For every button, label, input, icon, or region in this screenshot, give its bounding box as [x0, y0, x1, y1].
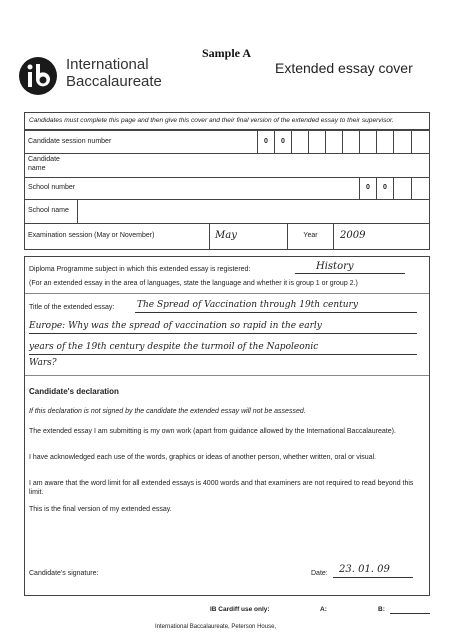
title-line[interactable]: The Spread of Vaccination through 19th century: [137, 300, 358, 310]
date-underline: [333, 577, 413, 578]
essay-details-panel: [24, 256, 430, 596]
subject-value[interactable]: History: [316, 261, 354, 272]
title-underline: [135, 312, 417, 313]
signature-label: Candidate's signature:: [29, 570, 99, 577]
declaration-paragraph: This is the final version of my extended essay.: [29, 506, 172, 513]
title-underline: [29, 333, 417, 334]
ib-logo-icon: [18, 56, 58, 96]
session-digit-cell[interactable]: [411, 131, 429, 153]
declaration-heading: Candidate's declaration: [29, 387, 119, 396]
session-digit-cell[interactable]: [376, 131, 393, 153]
section-divider: [25, 375, 429, 376]
session-digit-cell[interactable]: [325, 131, 342, 153]
session-digit-cell[interactable]: 0: [274, 131, 291, 153]
subject-underline: [295, 273, 405, 274]
school-name-label: School name: [28, 207, 69, 214]
footer-address: International Baccalaureate, Peterson House,: [155, 624, 277, 630]
session-digit-cell[interactable]: [291, 131, 308, 153]
session-number-label: Candidate session number: [28, 138, 112, 145]
subject-note: (For an extended essay in the area of languages, state the language and whether it is group 1 or group 2.): [29, 280, 358, 287]
title-line[interactable]: years of the 19th century despite the turmoil of the Napoleonic: [29, 342, 319, 352]
session-digit-cell[interactable]: [393, 131, 411, 153]
school-digit-cell[interactable]: 0: [359, 177, 376, 199]
session-number-row: [25, 131, 429, 154]
declaration-warning: If this declaration is not signed by the candidate the extended essay will not be assessed.: [29, 408, 306, 415]
instructions-text: Candidates must complete this page and then give this cover and their final version of the extended essay to their supervisor.: [24, 112, 430, 130]
candidate-name-label-1: Candidate: [28, 156, 60, 163]
org-name-line2: Baccalaureate: [66, 73, 162, 90]
candidate-form: [24, 130, 430, 250]
school-digit-cell[interactable]: 0: [376, 177, 393, 199]
cardiff-use-label: IB Cardiff use only:: [210, 606, 270, 613]
title-line[interactable]: Wars?: [29, 358, 57, 368]
session-digit-cell[interactable]: 0: [257, 131, 274, 153]
subject-label: Diploma Programme subject in which this extended essay is registered:: [29, 266, 251, 273]
candidate-name-label-2: name: [28, 165, 46, 172]
declaration-paragraph: The extended essay I am submitting is my own work (apart from guidance allowed by the International Baccalaureate).: [29, 428, 396, 435]
school-digit-cell[interactable]: [393, 177, 411, 199]
title-line[interactable]: Europe: Why was the spread of vaccination so rapid in the early: [29, 321, 322, 331]
section-divider: [25, 293, 429, 294]
org-name-line1: International: [66, 56, 149, 73]
sample-label: Sample A: [201, 46, 251, 60]
school-name-row[interactable]: [25, 199, 429, 224]
candidate-name-row[interactable]: [25, 153, 429, 178]
school-digit-cell[interactable]: [411, 177, 429, 199]
date-value[interactable]: 23. 01. 09: [339, 564, 390, 575]
exam-session-value[interactable]: May: [209, 223, 287, 249]
b-underline: [390, 613, 430, 614]
school-number-label: School number: [28, 184, 76, 191]
year-label: Year: [287, 223, 333, 249]
year-value[interactable]: 2009: [333, 223, 429, 249]
title-label: Title of the extended essay:: [29, 304, 115, 311]
declaration-paragraph: I have acknowledged each use of the words, graphics or ideas of another person, whether written, oral or visual.: [29, 454, 377, 461]
session-digit-cell[interactable]: [342, 131, 359, 153]
school-name-divider: [77, 199, 78, 223]
cover-title: Extended essay cover: [275, 60, 413, 76]
school-number-row: [25, 177, 429, 200]
session-digit-cell[interactable]: [359, 131, 376, 153]
a-label: A:: [320, 606, 327, 613]
title-underline: [29, 354, 417, 355]
declaration-paragraph: I am aware that the word limit for all extended essays is 4000 words and that examiners are not required to read beyond this limit.: [29, 480, 414, 496]
exam-session-row: [25, 223, 429, 249]
b-label: B:: [378, 606, 385, 613]
session-digit-cell[interactable]: [308, 131, 325, 153]
exam-session-label: Examination session (May or November): [28, 232, 155, 239]
date-label: Date:: [311, 570, 328, 577]
